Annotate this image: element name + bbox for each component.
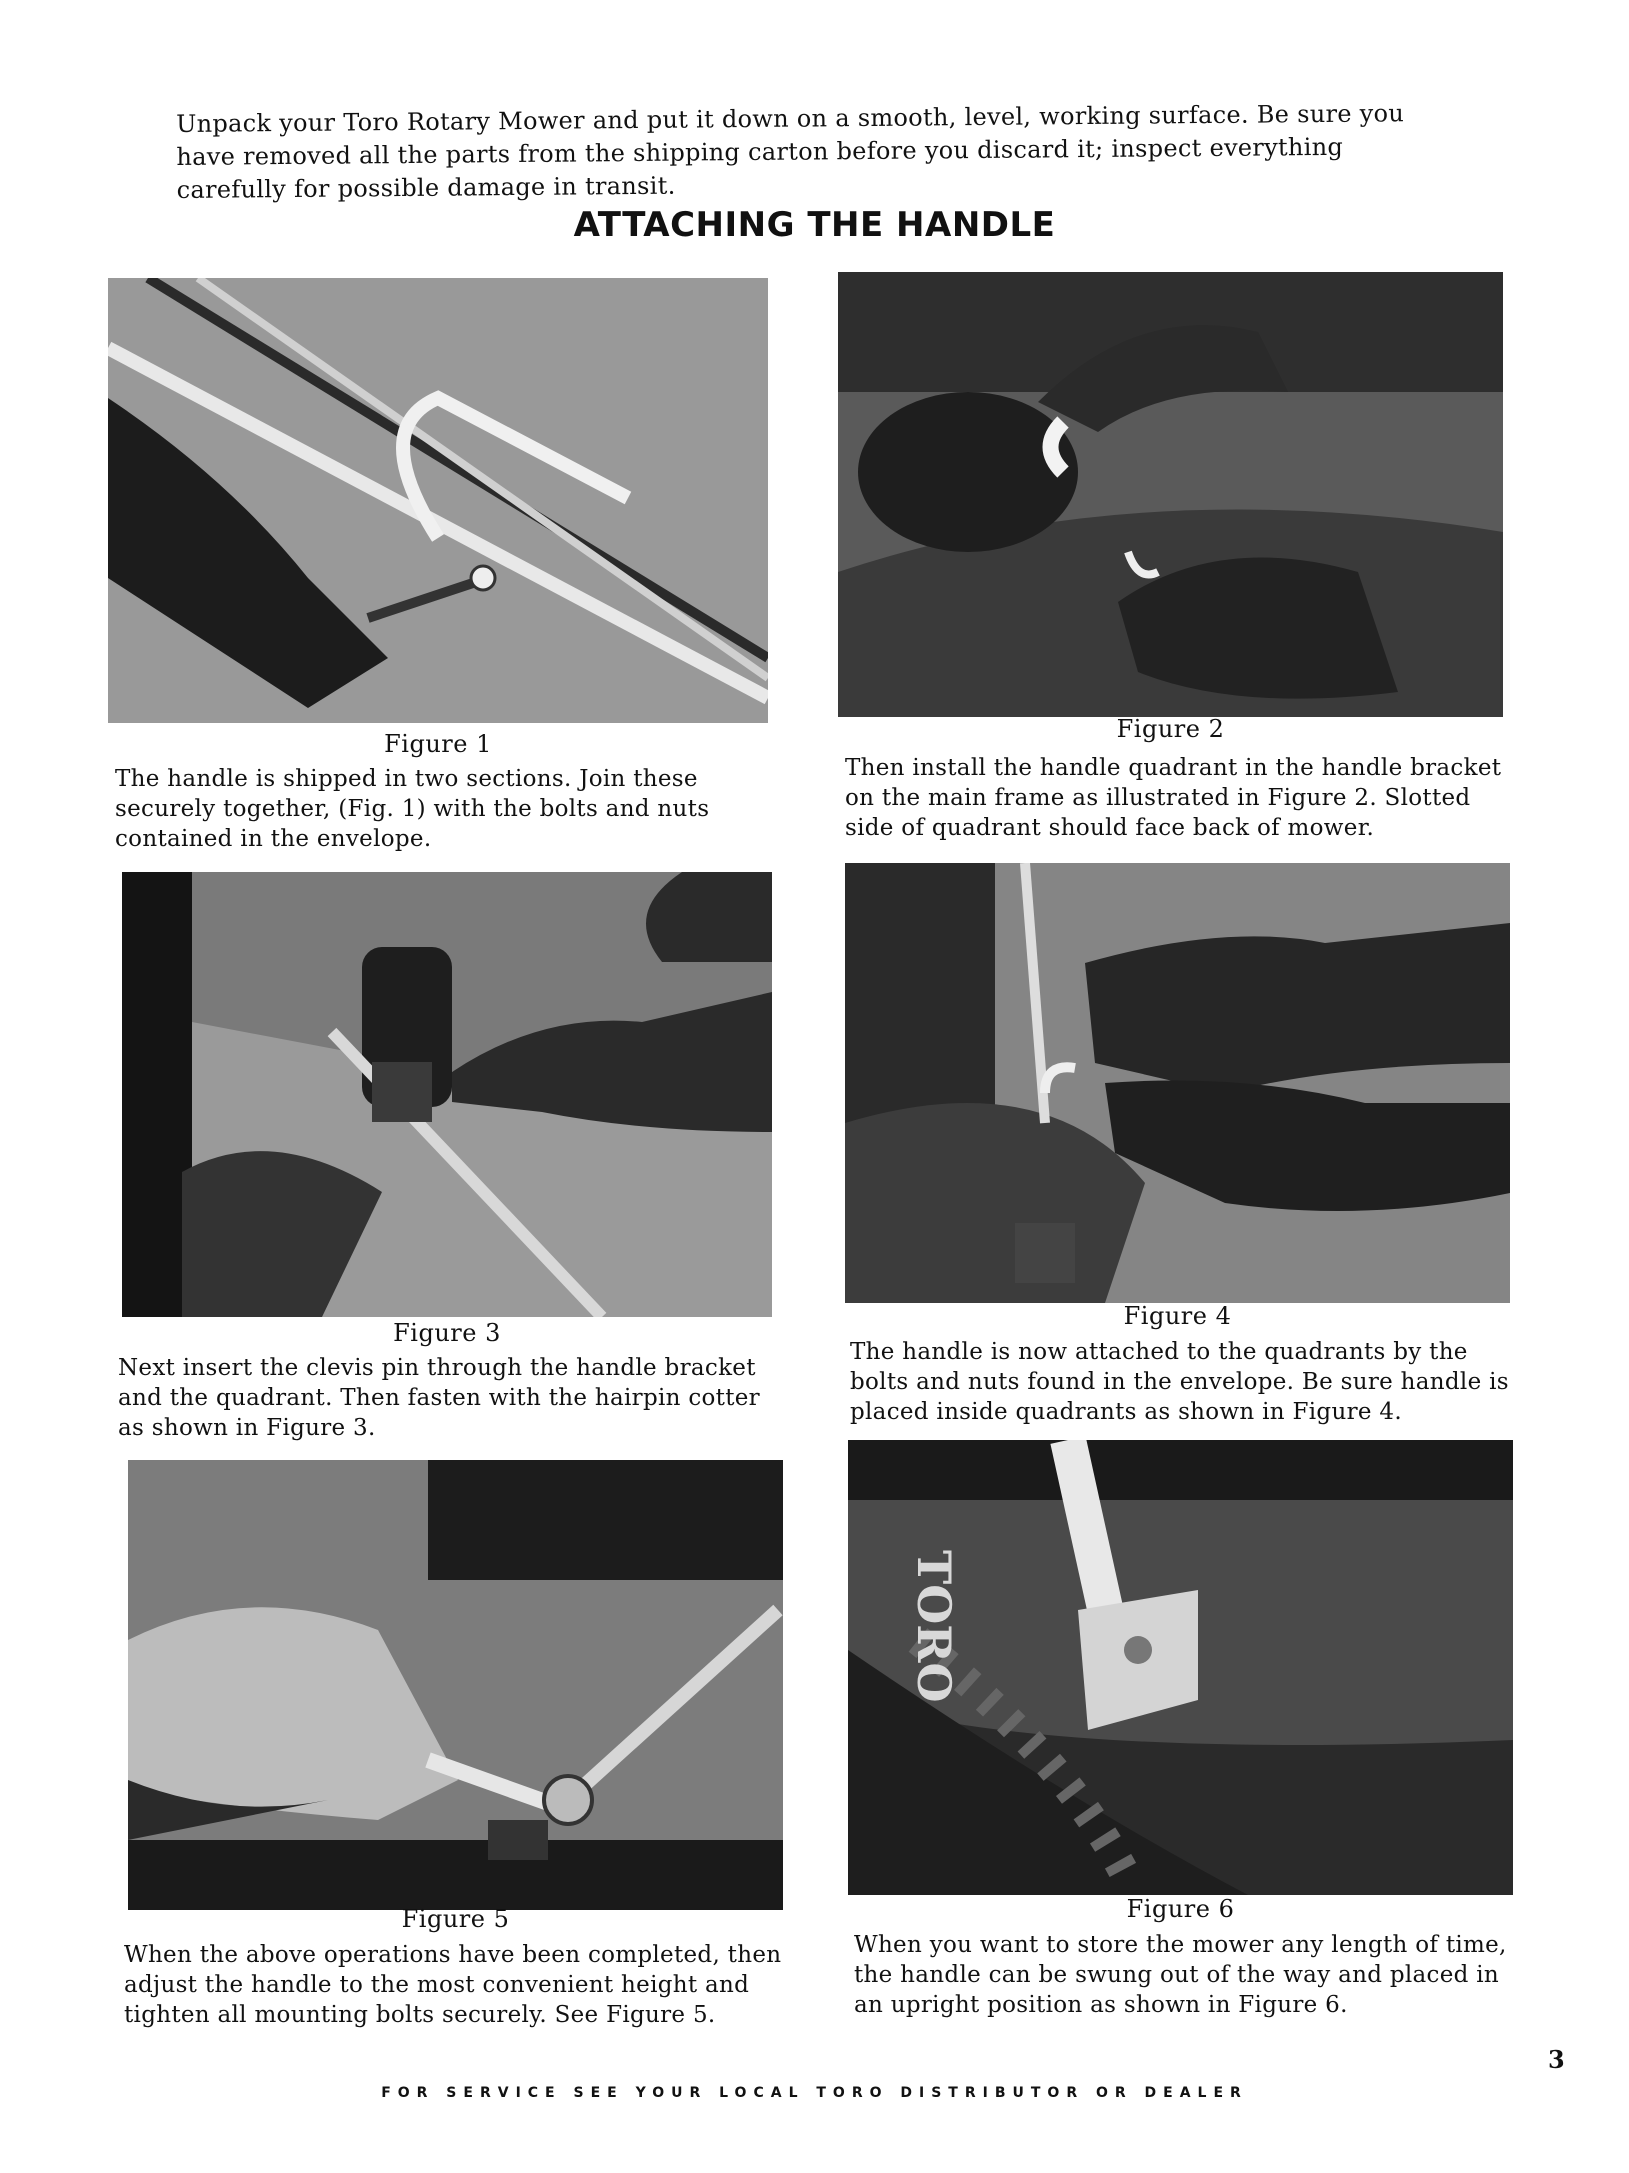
- figure-3-photo: [122, 872, 772, 1317]
- figure-1-photo: [108, 278, 768, 723]
- figure-6-caption: Figure 6: [1126, 1895, 1235, 1923]
- figure-6-text: When you want to store the mower any length of time, the handle can be swung out of the way and placed in an upright position as shown in Figure 6.: [854, 1932, 1507, 2018]
- figure-3-text: Next insert the clevis pin through the handle bracket and the quadrant. Then fasten with the hairpin cotter as shown in Figure 3.: [118, 1355, 760, 1441]
- figure-5-photo: [128, 1460, 783, 1910]
- figure-4-text: The handle is now attached to the quadrants by the bolts and nuts found in the envelope. Be sure handle is placed inside quadrants as shown in Figure 4.: [850, 1339, 1509, 1425]
- figure-5-text: When the above operations have been completed, then adjust the handle to the most convenient height and tighten all mounting bolts securely. See Figure 5.: [124, 1942, 782, 2028]
- toro-logo-text: TORO: [907, 1550, 961, 1703]
- figure-2-text: Then install the handle quadrant in the handle bracket on the main frame as illustrated in Figure 2. Slotted side of quadrant should face back of mower.: [845, 755, 1502, 841]
- figure-3-caption: Figure 3: [393, 1319, 501, 1347]
- section-heading: ATTACHING THE HANDLE: [573, 205, 1056, 245]
- figure-2-photo: [838, 272, 1503, 717]
- intro-paragraph: Unpack your Toro Rotary Mower and put it down on a smooth, level, working surface. Be sure you have removed all the parts from the shipping carton before you discard it; inspect everything carefully for possible damage in transit.: [176, 99, 1405, 204]
- figure-5-caption: Figure 5: [401, 1905, 510, 1933]
- figure-1-caption: Figure 1: [384, 730, 492, 758]
- footer-note: FOR SERVICE SEE YOUR LOCAL TORO DISTRIBUTOR OR DEALER: [381, 2085, 1248, 2101]
- figure-6-photo: [848, 1440, 1513, 1895]
- figure-2-caption: Figure 2: [1116, 715, 1225, 743]
- page-number: 3: [1548, 2045, 1565, 2074]
- figure-4-photo: [845, 863, 1510, 1303]
- figure-1-text: The handle is shipped in two sections. Join these securely together, (Fig. 1) with the bolts and nuts contained in the envelope.: [115, 766, 710, 852]
- figure-4-caption: Figure 4: [1123, 1302, 1232, 1330]
